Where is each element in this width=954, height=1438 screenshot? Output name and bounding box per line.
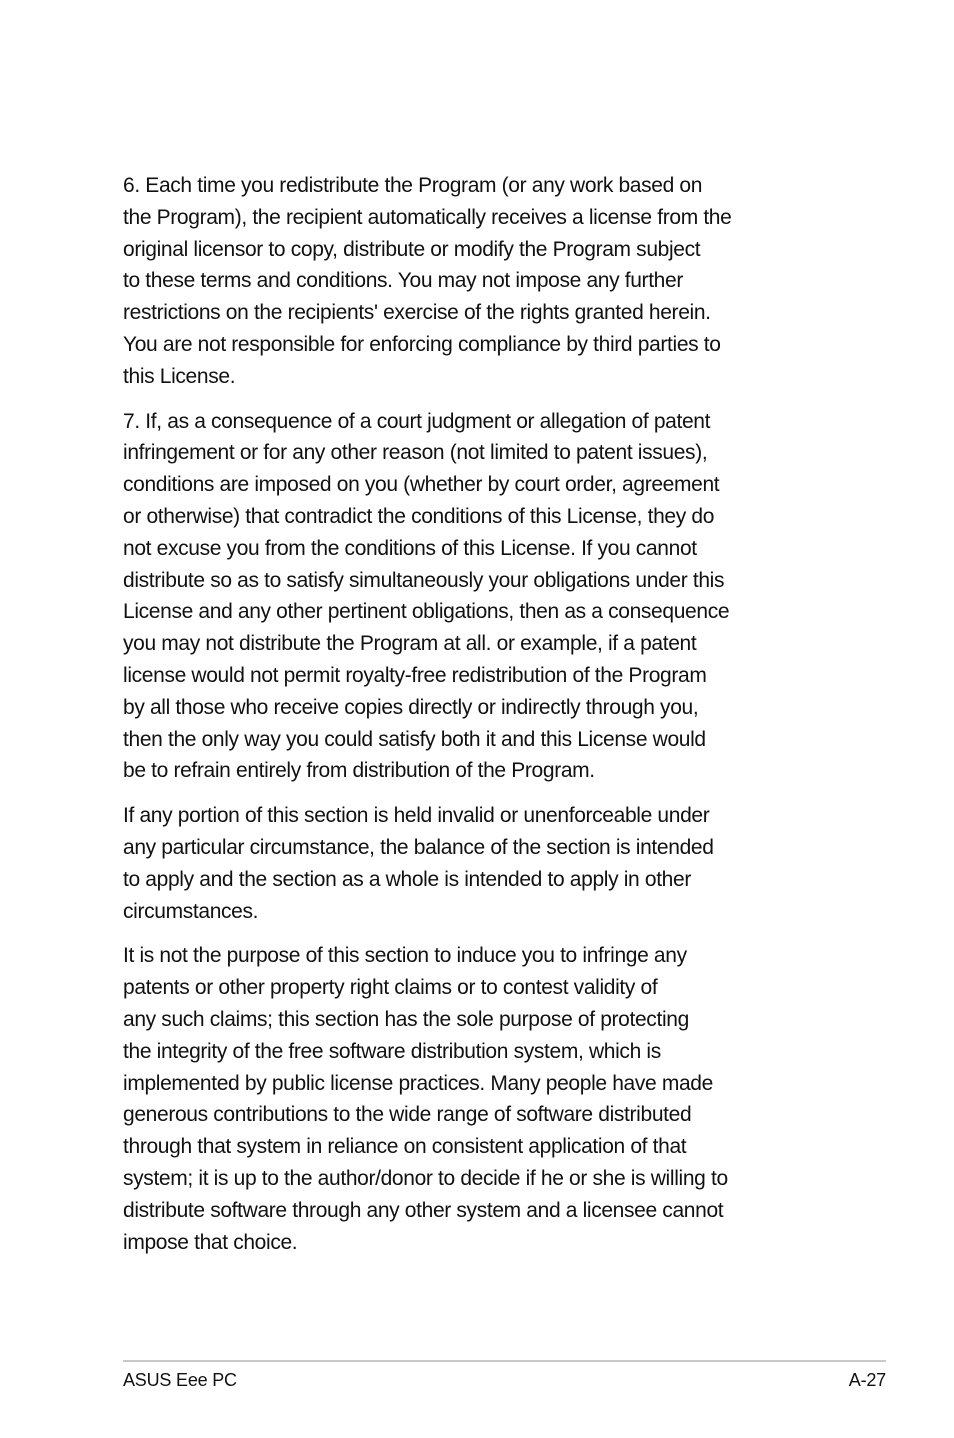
footer-page-number: A-27 xyxy=(848,1370,886,1390)
document-body xyxy=(123,170,839,1271)
text-line: not excuse you from the conditions of this License. If you cannot xyxy=(123,536,697,560)
text-line: by all those who receive copies directly or indirectly through you, xyxy=(123,695,699,719)
text-line: any particular circumstance, the balance of the section is intended xyxy=(123,835,714,859)
text-line: License and any other pertinent obligations, then as a consequence xyxy=(123,600,730,624)
text-line: You are not responsible for enforcing compliance by third parties to xyxy=(123,332,721,356)
text-line: conditions are imposed on you (whether by court order, agreement xyxy=(123,473,720,497)
footer-product-name: ASUS Eee PC xyxy=(123,1370,237,1390)
text-line: then the only way you could satisfy both it and this License would xyxy=(123,727,706,751)
text-line: impose that choice. xyxy=(123,1230,298,1254)
text-line: original licensor to copy, distribute or modify the Program subject xyxy=(123,237,701,261)
footer-divider xyxy=(123,1360,886,1362)
text-line: system; it is up to the author/donor to decide if he or she is willing to xyxy=(123,1166,728,1190)
paragraph-invalid-portion xyxy=(123,800,839,927)
text-line: patents or other property right claims or to contest validity of xyxy=(123,976,658,1000)
paragraph-section-7 xyxy=(123,406,839,788)
text-line: the Program), the recipient automatically receives a license from the xyxy=(123,205,732,229)
text-line: to these terms and conditions. You may not impose any further xyxy=(123,269,683,293)
text-line: restrictions on the recipients' exercise of the rights granted herein. xyxy=(123,301,711,325)
text-line: generous contributions to the wide range of software distributed xyxy=(123,1103,692,1127)
text-line: circumstances. xyxy=(123,899,259,923)
text-line: distribute software through any other system and a licensee cannot xyxy=(123,1198,724,1222)
paragraph-section-6 xyxy=(123,170,839,393)
text-line: 7. If, as a consequence of a court judgment or allegation of patent xyxy=(123,409,711,433)
text-line: through that system in reliance on consistent application of that xyxy=(123,1135,687,1159)
text-line: infringement or for any other reason (not limited to patent issues), xyxy=(123,441,708,465)
text-line: this License. xyxy=(123,364,236,388)
paragraph-section-purpose xyxy=(123,940,839,1258)
text-line: If any portion of this section is held invalid or unenforceable under xyxy=(123,804,710,828)
text-line: or otherwise) that contradict the conditions of this License, they do xyxy=(123,504,715,528)
text-line: It is not the purpose of this section to induce you to infringe any xyxy=(123,944,687,968)
text-line: you may not distribute the Program at all. or example, if a patent xyxy=(123,632,697,656)
text-line: be to refrain entirely from distribution of the Program. xyxy=(123,759,595,783)
text-line: implemented by public license practices. Many people have made xyxy=(123,1071,713,1095)
text-line: to apply and the section as a whole is intended to apply in other xyxy=(123,867,691,891)
text-line: distribute so as to satisfy simultaneously your obligations under this xyxy=(123,568,725,592)
text-line: 6. Each time you redistribute the Program (or any work based on xyxy=(123,174,703,197)
text-line: the integrity of the free software distribution system, which is xyxy=(123,1039,661,1063)
text-line: any such claims; this section has the sole purpose of protecting xyxy=(123,1007,689,1031)
text-line: license would not permit royalty-free redistribution of the Program xyxy=(123,663,707,687)
